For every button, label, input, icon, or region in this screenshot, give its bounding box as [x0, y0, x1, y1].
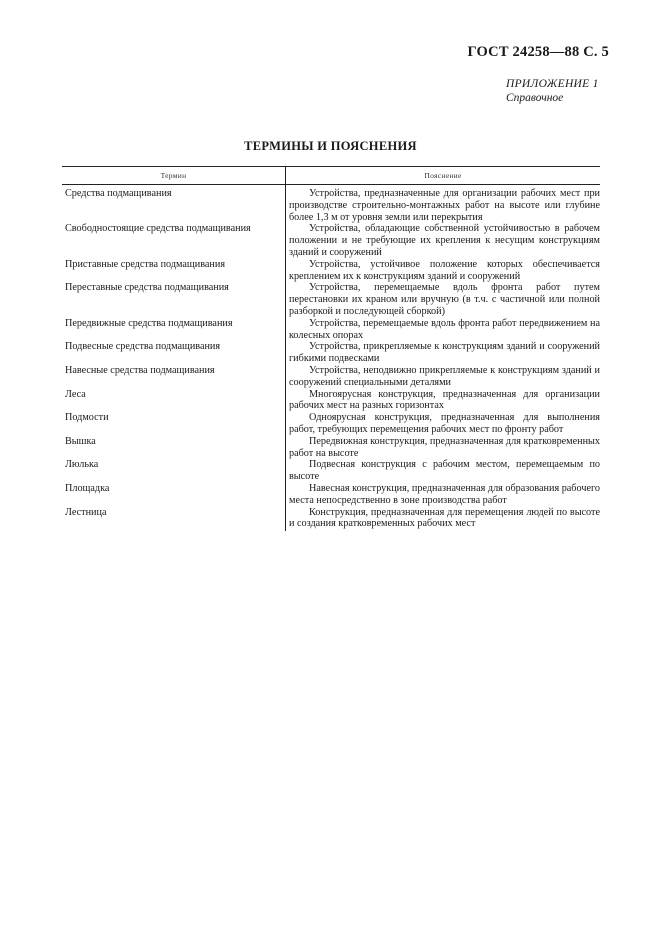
- appendix-type: Справочное: [506, 92, 564, 104]
- explanation-cell: Устройства, обладающие собственной устойчивостью в рабочем положении и не требующие их крепления к несущим конструкциям зданий и сооружений: [289, 223, 600, 258]
- table-row: [62, 259, 600, 283]
- explanation-cell: Конструкция, предназначенная для перемещения людей по высоте и создания кратковременных рабочих мест: [289, 506, 600, 530]
- explanation-cell: Многоярусная конструкция, предназначенная для организации рабочих мест на разных горизонтах: [289, 388, 600, 412]
- table-body: [62, 185, 600, 530]
- table-row: [62, 507, 600, 531]
- term-cell: Лестница: [65, 506, 107, 518]
- explanation-cell: Одноярусная конструкция, предназначенная для выполнения работ, требующих перемещения рабочих мест по фронту работ: [289, 412, 600, 435]
- term-cell: Средства подмащивания: [65, 188, 172, 199]
- appendix-block: [506, 77, 599, 105]
- table-row: [62, 459, 600, 483]
- document-code: ГОСТ 24258—88 С. 5: [467, 44, 609, 60]
- table-row: [62, 318, 600, 342]
- term-cell: Площадка: [65, 482, 110, 494]
- table-row: [62, 436, 600, 460]
- term-cell: Навесные средства подмащивания: [65, 364, 215, 376]
- term-cell: Вышка: [65, 435, 96, 447]
- column-header-explanation: Пояснение: [424, 171, 462, 180]
- page-title: ТЕРМИНЫ И ПОЯСНЕНИЯ: [244, 139, 417, 153]
- table-row: [62, 282, 600, 317]
- term-cell: Подвесные средства подмащивания: [65, 341, 221, 353]
- explanation-cell: Навесная конструкция, предназначенная для образования рабочего места непосредственно в зоне производства работ: [289, 482, 600, 506]
- explanation-cell: Передвижная конструкция, предназначенная для кратковременных работ на высоте: [289, 435, 600, 459]
- explanation-cell: Устройства, прикрепляемые к конструкциям зданий и сооружений гибкими подвесками: [289, 341, 600, 365]
- table-row: [62, 483, 600, 507]
- term-cell: Приставные средства подмащивания: [65, 258, 226, 270]
- explanation-cell: Устройства, перемещаемые вдоль фронта работ передвижением на колесных опорах: [289, 317, 600, 341]
- term-cell: Подмости: [65, 412, 109, 424]
- explanation-cell: Устройства, перемещаемые вдоль фронта работ путем перестановки их краном или вручную (в т.ч. с частичной или полной разборкой и последующей сборкой): [289, 282, 600, 317]
- term-cell: Люлька: [65, 459, 99, 471]
- term-cell: Свободностоящие средства подмащивания: [65, 223, 251, 235]
- term-cell: Переставные средства подмащивания: [65, 282, 229, 294]
- table-row: [62, 188, 600, 223]
- table-row: [62, 412, 600, 436]
- explanation-cell: Устройства, устойчивое положение которых обеспечивается креплением их к конструкциям зданий и сооружений: [289, 258, 600, 282]
- term-cell: Леса: [65, 388, 86, 400]
- explanation-cell: Устройства, предназначенные для организации рабочих мест при производстве строительно-монтажных работ на высоте или глубине более 1,3 м от уровня земли или перекрытия: [289, 188, 600, 223]
- column-header-term: Термин: [62, 167, 286, 184]
- table-row: [62, 341, 600, 365]
- explanation-cell: Подвесная конструкция с рабочим местом, перемещаемым по высоте: [289, 459, 600, 483]
- appendix-label: ПРИЛОЖЕНИЕ 1: [506, 78, 599, 90]
- table-row: [62, 223, 600, 258]
- table-header: [62, 166, 600, 185]
- term-cell: Передвижные средства подмащивания: [65, 317, 233, 329]
- terms-table: [62, 166, 600, 530]
- explanation-cell: Устройства, неподвижно прикрепляемые к конструкциям зданий и сооружений специальными деталями: [289, 364, 600, 388]
- table-row: [62, 389, 600, 413]
- table-row: [62, 365, 600, 389]
